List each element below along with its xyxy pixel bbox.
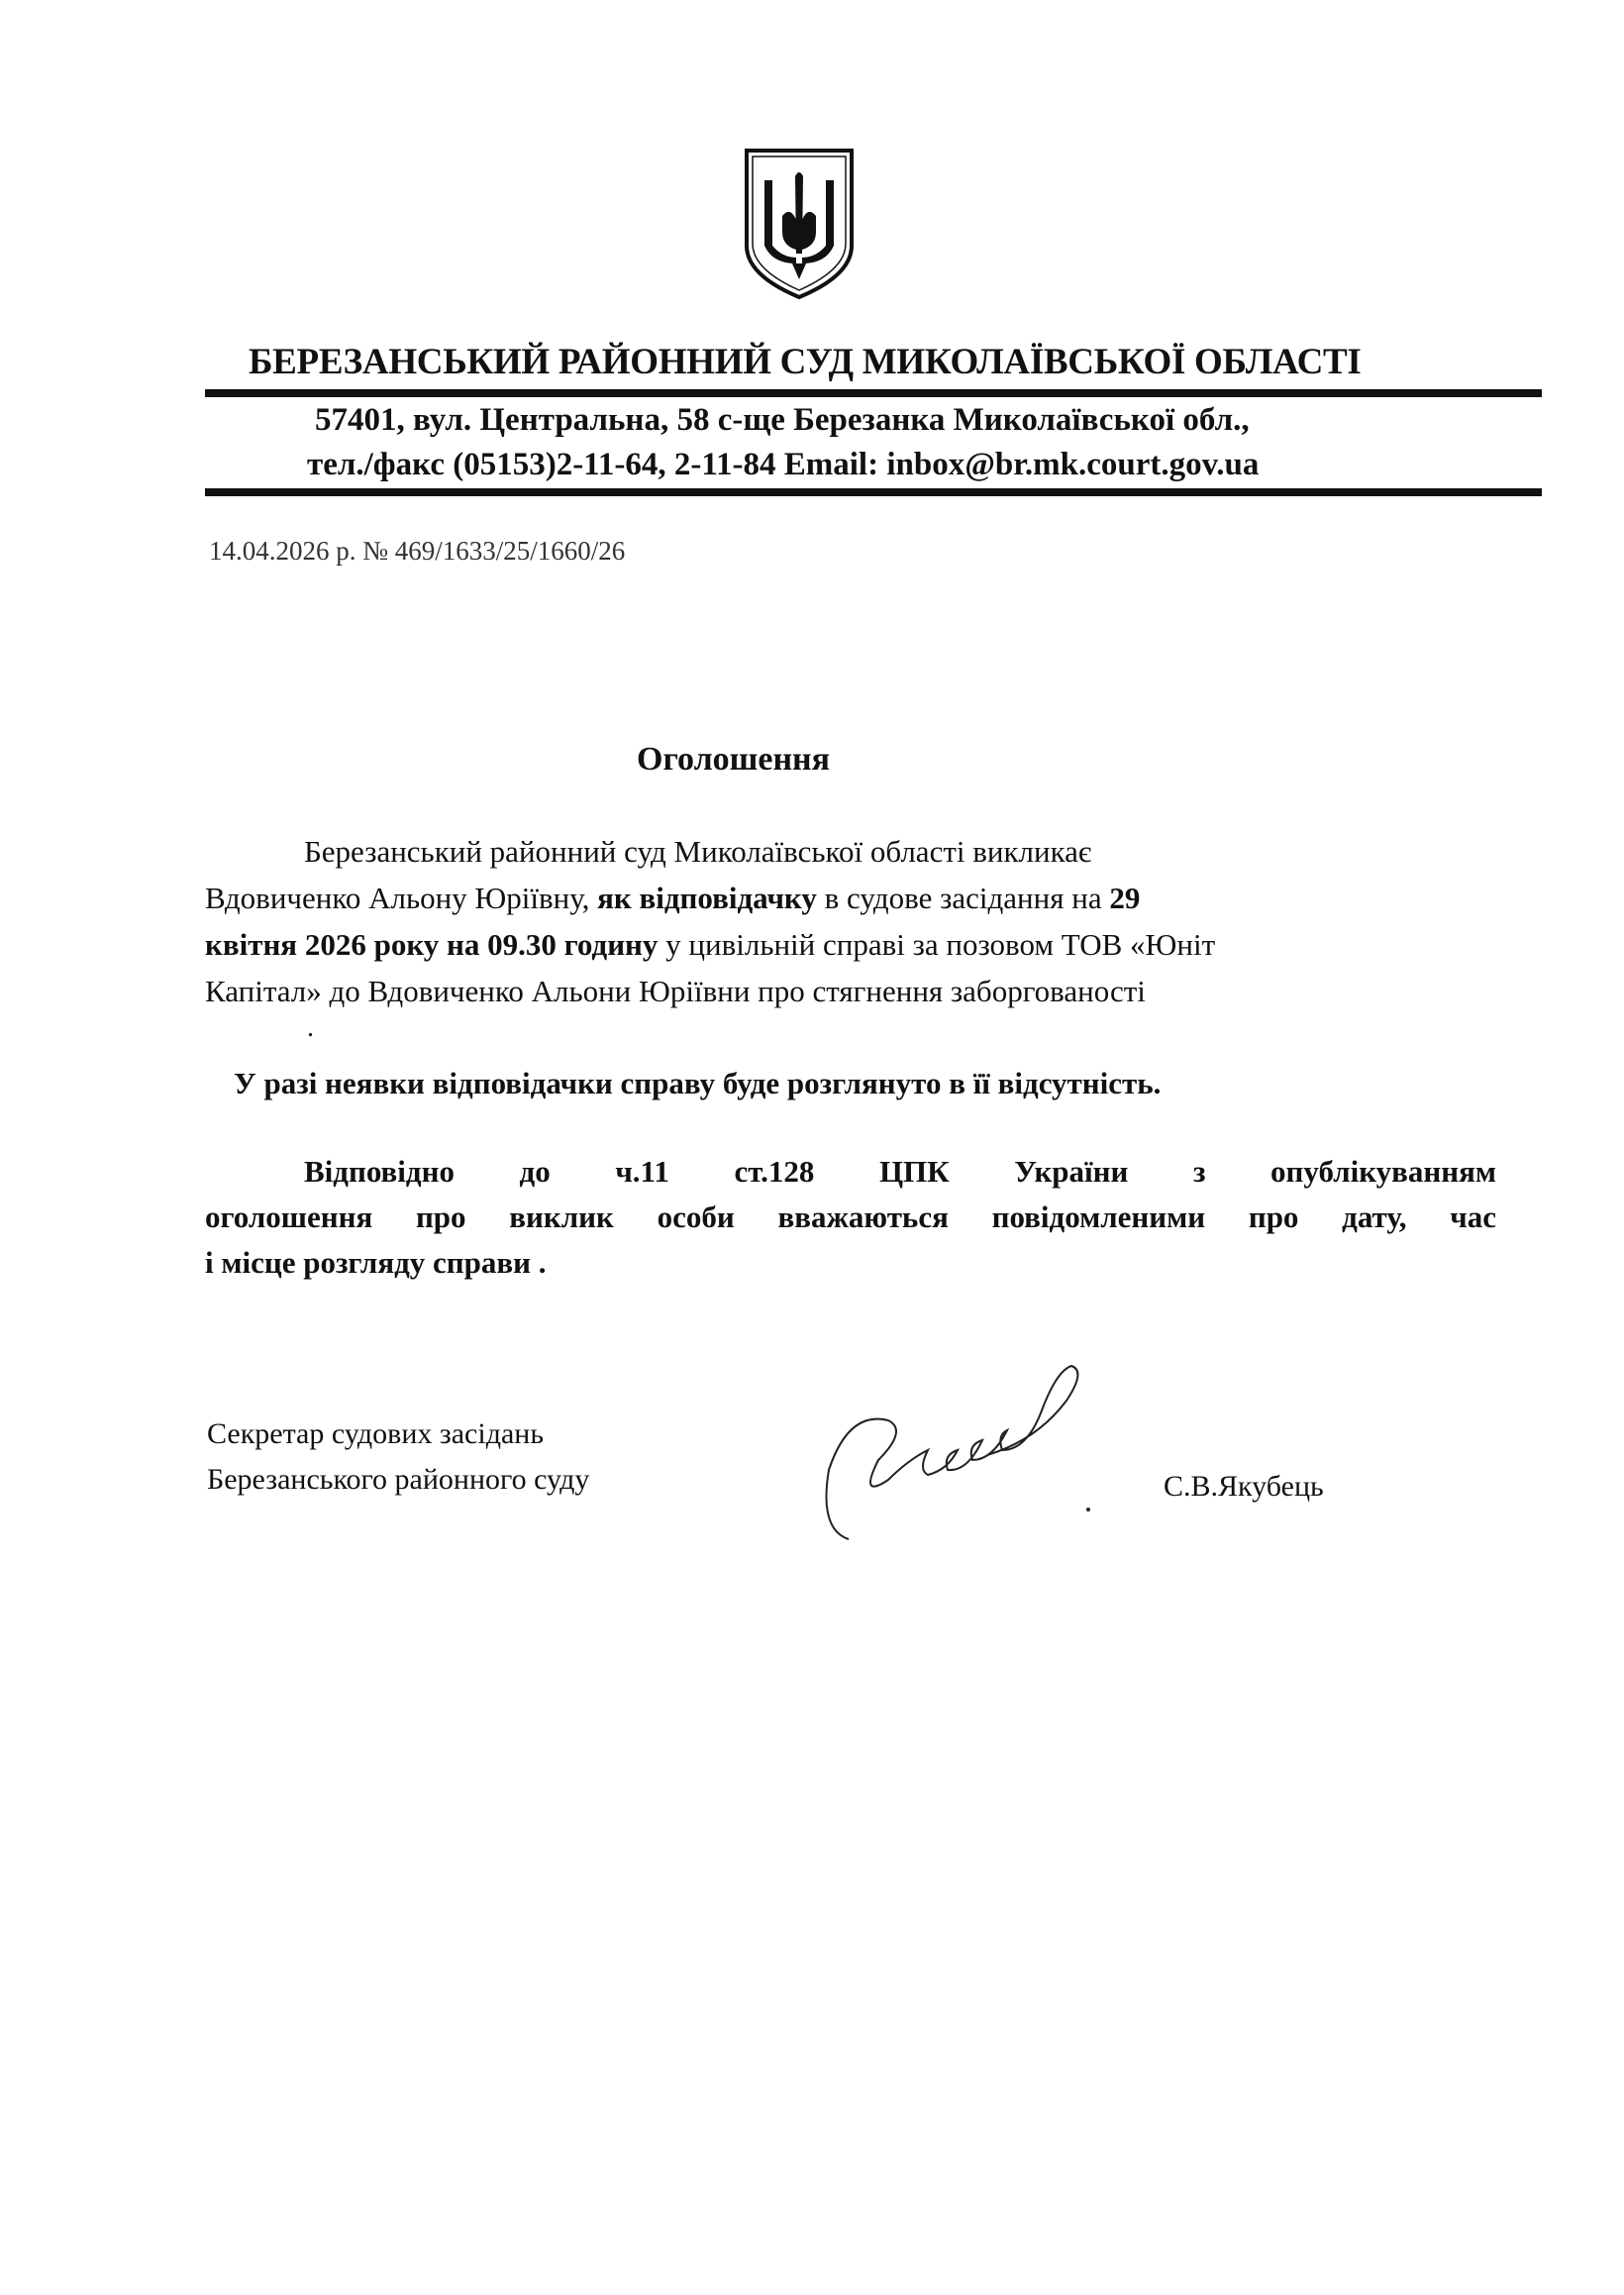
text: Капітал» до Вдовиченко Альони Юріївни про стягнення заборгованості xyxy=(205,974,1146,1008)
text-bold: як відповідачку xyxy=(597,881,817,915)
paragraph-1-line-1 xyxy=(304,834,1595,870)
court-contacts: тел./факс (05153)2-11-64, 2-11-84 Email: inbox@br.mk.court.gov.ua xyxy=(307,447,1260,482)
court-name: БЕРЕЗАНСЬКИЙ РАЙОННИЙ СУД МИКОЛАЇВСЬКОЇ ОБЛАСТІ xyxy=(249,342,1362,382)
document-title: Оголошення xyxy=(637,741,831,778)
paragraph-3-line-2: оголошення про виклик особи вважаються повідомленими про дату, час xyxy=(205,1200,1496,1234)
absence-notice: У разі неявки відповідачки справу буде розглянуто в її відсутність. xyxy=(234,1066,1162,1100)
header-divider-top xyxy=(205,389,1542,397)
text: Березанський районний суд Миколаївської області викликає xyxy=(304,834,1092,869)
text: Вдовиченко Альону Юріївну, xyxy=(205,881,598,915)
signer-position-line-2: Березанського районного суду xyxy=(207,1463,590,1496)
signer-name: С.В.Якубець xyxy=(1164,1470,1324,1503)
paragraph-1-line-4 xyxy=(205,974,1496,1009)
stray-dot: . xyxy=(307,1012,314,1043)
paragraph-1-line-3 xyxy=(205,927,1496,963)
paragraph-3-line-1: Відповідно до ч.11 ст.128 ЦПК України з опублікуванням xyxy=(304,1154,1496,1189)
text-bold: 29 xyxy=(1109,881,1141,915)
text-bold: квітня 2026 року на 09.30 годину xyxy=(205,927,659,962)
document-reference: 14.04.2026 р. № 469/1633/25/1660/26 xyxy=(209,536,626,566)
court-address: 57401, вул. Центральна, 58 с-ще Березанка Миколаївської обл., xyxy=(315,402,1250,438)
paragraph-1-line-2 xyxy=(205,881,1496,916)
text: у цивільній справі за позовом ТОВ «Юніт xyxy=(658,927,1216,962)
trident-emblem-icon xyxy=(743,147,856,301)
paragraph-3-line-3: і місце розгляду справи . xyxy=(205,1245,547,1280)
signer-position-line-1: Секретар судових засідань xyxy=(207,1417,545,1450)
header-divider-bottom xyxy=(205,488,1542,496)
text: в судове засідання на xyxy=(816,881,1110,915)
handwritten-signature xyxy=(819,1361,1156,1549)
